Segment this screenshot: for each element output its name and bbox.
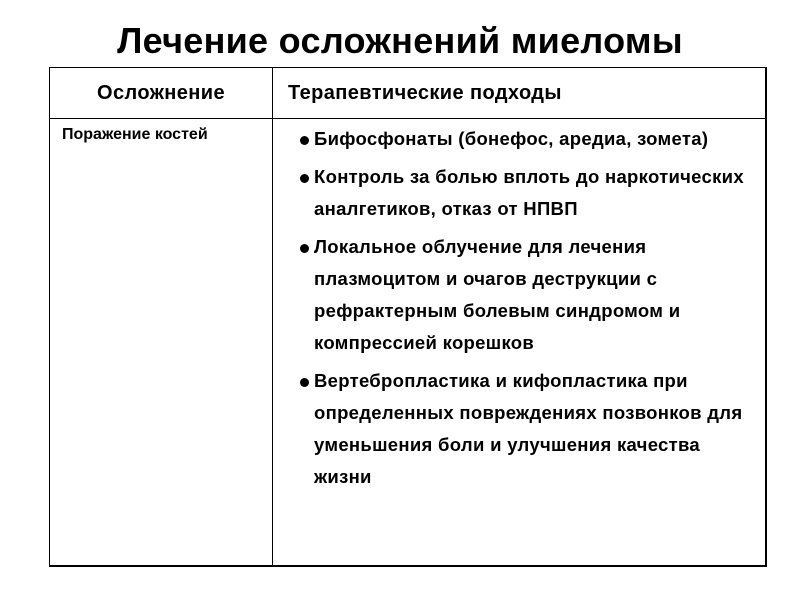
approach-item [298, 161, 758, 225]
approach-item [298, 123, 758, 155]
approach-item [298, 365, 758, 493]
approach-item [298, 231, 758, 359]
header-complication: Осложнение [97, 82, 225, 104]
approaches-list [298, 123, 758, 499]
approach-text: Локальное облучение для лечения плазмоцитом и очагов деструкции с рефрактерным болевым синдромом и компрессией корешков [314, 236, 681, 353]
bullet-icon [300, 244, 309, 253]
slide-title: Лечение осложнений миеломы [117, 20, 683, 61]
complication-cell: Поражение костей [62, 126, 208, 143]
complications-table [49, 67, 767, 567]
approach-text: Контроль за болью вплоть до наркотических аналгетиков, отказ от НПВП [314, 166, 744, 219]
header-approaches: Терапевтические подходы [288, 82, 562, 104]
approach-text: Вертебропластика и кифопластика при определенных повреждениях позвонков для уменьшения боли и улучшения качества жизни [314, 370, 743, 487]
bullet-icon [300, 174, 309, 183]
approach-text: Бифосфонаты (бонефос, аредиа, зомета) [314, 128, 709, 149]
bullet-icon [300, 136, 309, 145]
column-divider [272, 68, 273, 565]
bullet-icon [300, 378, 309, 387]
header-divider [50, 118, 765, 119]
